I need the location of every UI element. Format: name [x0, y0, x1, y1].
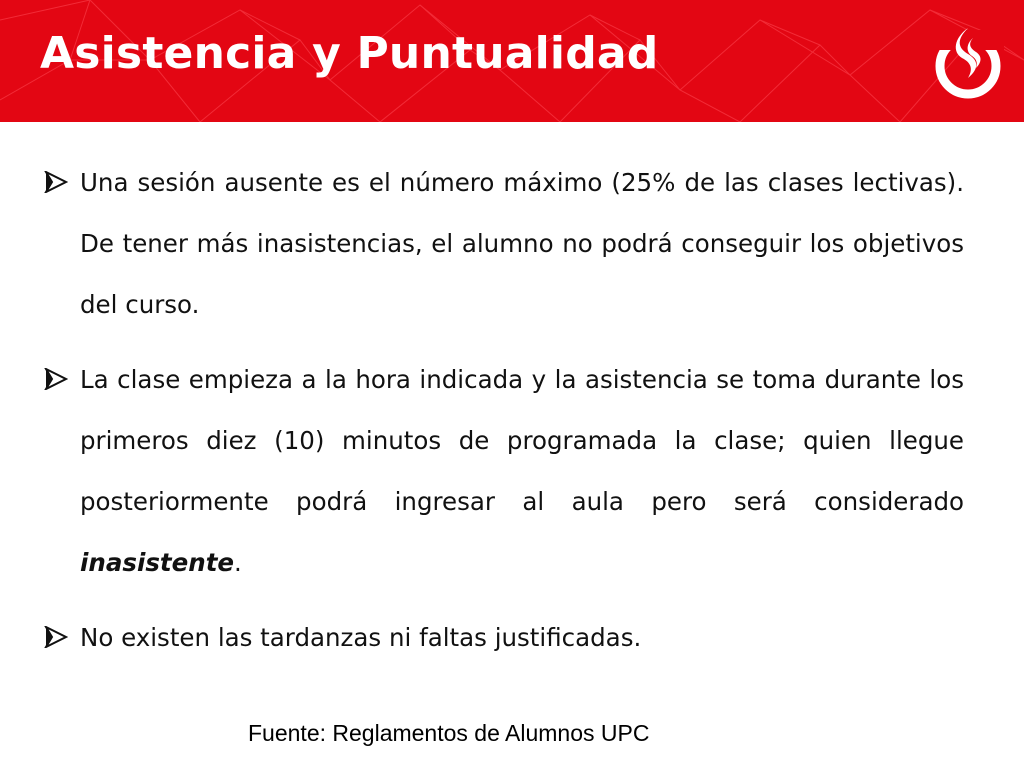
- bullet-text: No existen las tardanzas ni faltas justificadas.: [80, 623, 642, 652]
- upc-flame-logo-icon: [928, 22, 1008, 102]
- slide-header: [0, 0, 1024, 122]
- bullet-text-end: .: [234, 548, 242, 577]
- bullet-text: Una sesión ausente es el número máximo (25% de las clases lectivas). De tener más inasistencias, el alumno no podrá conseguir los objetivos del curso.: [80, 168, 964, 319]
- source-footer: Fuente: Reglamentos de Alumnos UPC: [248, 720, 650, 746]
- slide-title: Asistencia y Puntualidad: [40, 28, 659, 79]
- bullet-text: La clase empieza a la hora indicada y la asistencia se toma durante los primeros diez (10) minutos de programada la clase; quien llegue posteriormente podrá ingresar al aula pero será considerado: [80, 365, 964, 516]
- slide-body: [44, 152, 964, 682]
- bullet-item: [44, 349, 964, 593]
- arrow-bullet-icon: [44, 171, 68, 193]
- emphasis-text: inasistente: [80, 548, 235, 577]
- bullet-item: [44, 152, 964, 335]
- bullet-item: [44, 607, 964, 668]
- arrow-bullet-icon: [44, 368, 68, 390]
- arrow-bullet-icon: [44, 626, 68, 648]
